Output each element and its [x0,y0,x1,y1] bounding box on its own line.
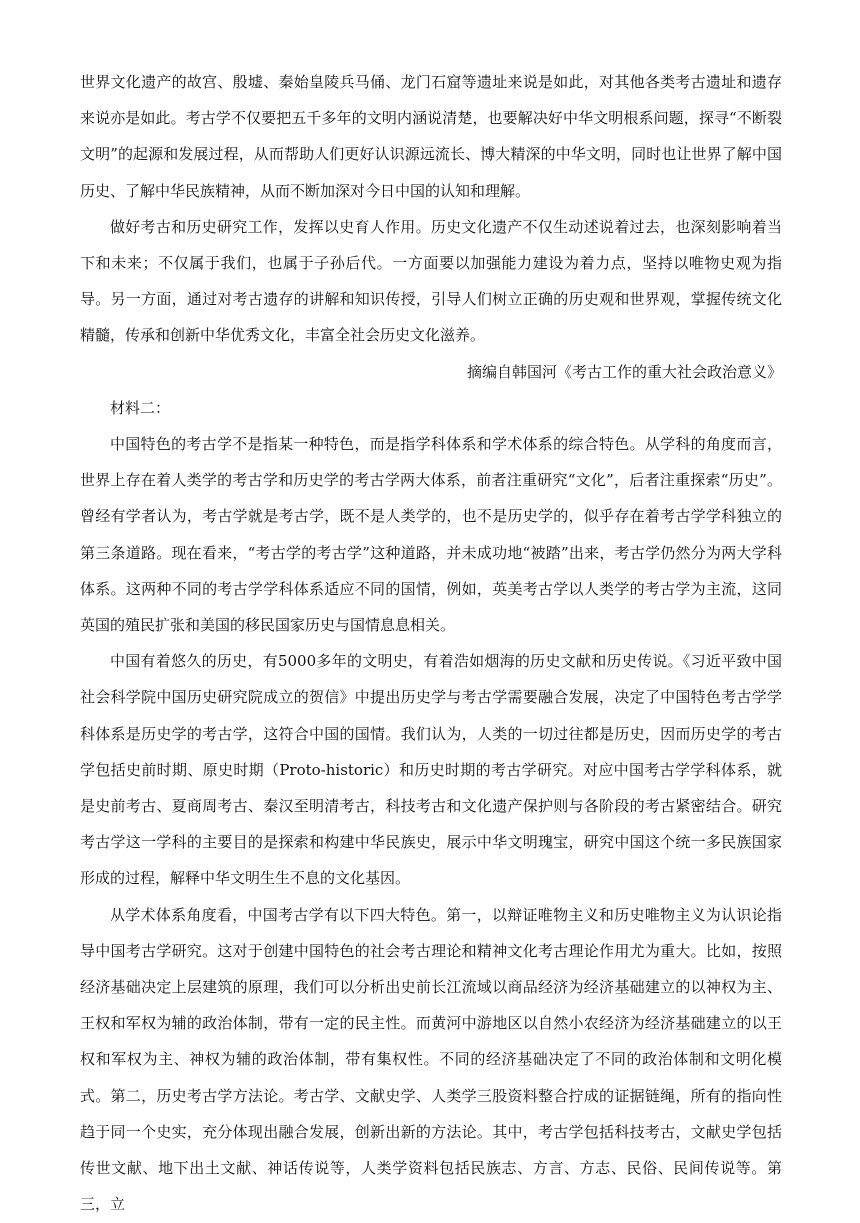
paragraph-2: 做好考古和历史研究工作，发挥以史育人作用。历史文化遗产不仅生动述说着过去，也深刻影响着当下和未来；不仅属于我们，也属于子孙后代。一方面要以加强能力建设为着力点，坚持以唯物史观为指导。另一方面，通过对考古遗存的讲解和知识传授，引导人们树立正确的历史观和世界观，掌握传统文化精髓，传承和创新中华优秀文化，丰富全社会历史文化滋养。 [80,217,782,345]
source-citation: 摘编自韩国河《考古工作的重大社会政治意义》 [466,362,782,381]
section-label: 材料二： [110,398,171,417]
paragraph-4: 中国有着悠久的历史，有5000多年的文明史，有着浩如烟海的历史文献和历史传说。《习近平致中国社会科学院中国历史研究院成立的贺信》中提出历史学与考古学需要融合发展，决定了中国特色考古学学科体系是历史学的考古学，这符合中国的国情。我们认为，人类的一切过往都是历史，因而历史学的考古学包括史前时期、原史时期（Proto-historic）和历史时期的考古学研究。对应中国考古学学科体系，就是史前考古、夏商周考古、秦汉至明清考古，科技考古和文化遗产保护则与各阶段的考古紧密结合。研究考古学这一学科的主要目的是探索和构建中华民族史，展示中华文明瑰宝，研究中国这个统一多民族国家形成的过程，解释中华文明生生不息的文化基因。 [80,652,782,888]
paragraph-5: 从学术体系角度看，中国考古学有以下四大特色。第一，以辩证唯物主义和历史唯物主义为认识论指导中国考古学研究。这对于创建中国特色的社会考古理论和精神文化考古理论作用尤为重大。比如，按照经济基础决定上层建筑的原理，我们可以分析出史前长江流域以商品经济为经济基础建立的以神权为主、王权和军权为辅的政治体制，带有一定的民主性。而黄河中游地区以自然小农经济为经济基础建立的以王权和军权为主、神权为辅的政治体制，带有集权性。不同的经济基础决定了不同的政治体制和文明化模式。第二，历史考古学方法论。考古学、文献史学、人类学三股资料整合拧成的证据链绳，所有的指向性趋于同一个史实，充分体现出融合发展，创新出新的方法论。其中，考古学包括科技考古，文献史学包括传世文献、地下出土文献、神话传说等，人类学资料包括民族志、方言、方志、民俗、民间传说等。第三，立 [80,905,782,1214]
paragraph-3: 中国特色的考古学不是指某一种特色，而是指学科体系和学术体系的综合特色。从学科的角度而言，世界上存在着人类学的考古学和历史学的考古学两大体系，前者注重研究“文化”，后者注重探索“历史”。曾经有学者认为，考古学就是考古学，既不是人类学的，也不是历史学的，似乎存在着考古学学科独立的第三条道路。现在看来，“考古学的考古学”这种道路，并未成功地“被踏”出来，考古学仍然分为两大学科体系。这两种不同的考古学学科体系适应不同的国情，例如，英美考古学以人类学的考古学为主流，这同英国的殖民扩张和美国的移民国家历史与国情息息相关。 [80,435,782,635]
paragraph-1: 世界文化遗产的故宫、殷墟、秦始皇陵兵马俑、龙门石窟等遗址来说是如此，对其他各类考古遗址和遗存来说亦是如此。考古学不仅要把五千多年的文明内涵说清楚，也要解决好中华文明根系问题，探寻“不断裂文明”的起源和发展过程，从而帮助人们更好认识源远流长、博大精深的中华文明，同时也让世界了解中国历史、了解中华民族精神，从而不断加深对今日中国的认知和理解。 [80,73,782,200]
document-page [80,64,782,1223]
